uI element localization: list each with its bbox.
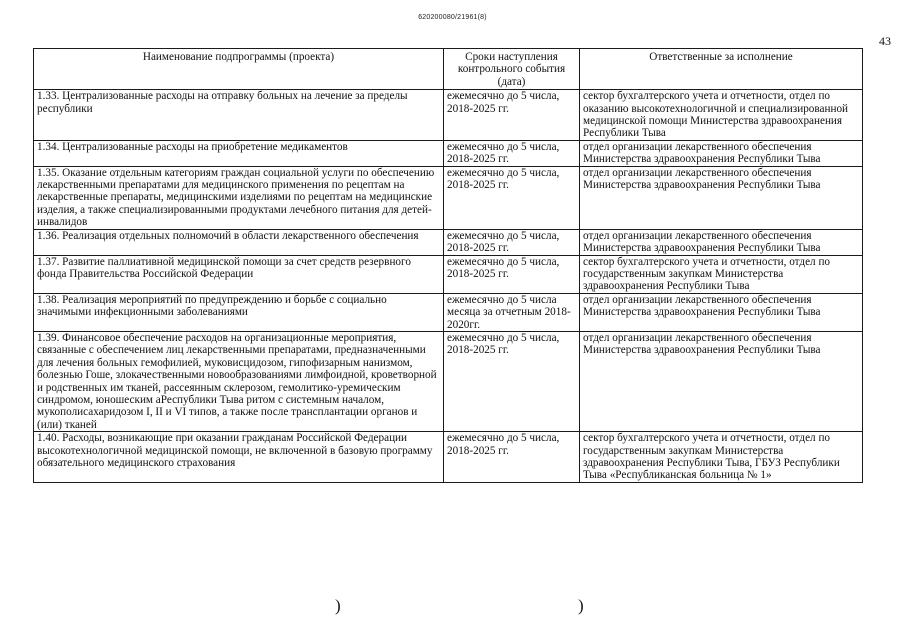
- table-row: [34, 140, 863, 166]
- row-name-cell: 1.36. Реализация отдельных полномочий в области лекарственного обеспечения: [34, 229, 444, 255]
- row-responsible-cell: отдел организации лекарственного обеспечения Министерства здравоохранения Республики Тыва: [580, 229, 863, 255]
- table-header-row: [34, 49, 863, 90]
- table-row: [34, 331, 863, 431]
- table-row: [34, 90, 863, 141]
- row-name-cell: 1.39. Финансовое обеспечение расходов на организационные мероприятия, связанные с обеспечением лиц лекарственными препаратами, предназначенными для лечения больных гемофилией, муковисцидозом, гипофизарным нанизмом, болезнью Гоше, злокачественными новообразованиями лимфоидной, кроветворной и родственных им тканей, рассеянным склерозом, гемолитико-уремическим синдромом, юношеским аРеспублики Тыва ритом с системным началом, мукополисахаридозом I, II и VI типов, а также после трансплантации органов и (или) тканей: [34, 331, 444, 431]
- row-responsible-cell: отдел организации лекарственного обеспечения Министерства здравоохранения Республики Тыва: [580, 166, 863, 229]
- document-code: 620200080/21961(8): [418, 14, 487, 21]
- row-responsible-cell: отдел организации лекарственного обеспечения Министерства здравоохранения Республики Тыва: [580, 331, 863, 431]
- row-name-cell: 1.40. Расходы, возникающие при оказании гражданам Российской Федерации высокотехнологичной медицинской помощи, не включенной в базовую программу обязательного медицинского страхования: [34, 432, 444, 483]
- row-name-cell: 1.35. Оказание отдельным категориям граждан социальной услуги по обеспечению лекарственными препаратами для медицинского применения по рецептам на лекарственные препараты, медицинскими изделиями по рецептам на медицинские изделия, а также специализированными продуктами лечебного питания для детей-инвалидов: [34, 166, 444, 229]
- table-row: [34, 432, 863, 483]
- row-deadline-cell: ежемесячно до 5 числа, 2018-2025 гг.: [444, 331, 580, 431]
- row-name-cell: 1.33. Централизованные расходы на отправку больных на лечение за пределы республики: [34, 90, 444, 141]
- table-row: [34, 166, 863, 229]
- footer-mark-right: ): [578, 596, 584, 615]
- row-deadline-cell: ежемесячно до 5 числа, 2018-2025 гг.: [444, 229, 580, 255]
- row-deadline-cell: ежемесячно до 5 числа, 2018-2025 гг.: [444, 90, 580, 141]
- row-responsible-cell: сектор бухгалтерского учета и отчетности, отдел по оказанию высокотехнологичной и специализированной медицинской помощи Министерства здравоохранения Республики Тыва: [580, 90, 863, 141]
- row-name-cell: 1.37. Развитие паллиативной медицинской помощи за счет средств резервного фонда Правительства Российской Федерации: [34, 255, 444, 293]
- row-deadline-cell: ежемесячно до 5 числа, 2018-2025 гг.: [444, 140, 580, 166]
- row-name-cell: 1.38. Реализация мероприятий по предупреждению и борьбе с социально значимыми инфекционными заболеваниями: [34, 293, 444, 331]
- row-name-cell: 1.34. Централизованные расходы на приобретение медикаментов: [34, 140, 444, 166]
- row-deadline-cell: ежемесячно до 5 числа, 2018-2025 гг.: [444, 432, 580, 483]
- column-header-name: Наименование подпрограммы (проекта): [34, 49, 444, 90]
- table-row: [34, 255, 863, 293]
- page-number: 43: [879, 34, 891, 48]
- row-responsible-cell: отдел организации лекарственного обеспечения Министерства здравоохранения Республики Тыва: [580, 140, 863, 166]
- row-deadline-cell: ежемесячно до 5 числа, 2018-2025 гг.: [444, 255, 580, 293]
- row-responsible-cell: сектор бухгалтерского учета и отчетности, отдел по государственным закупкам Министерства здравоохранения Республики Тыва: [580, 255, 863, 293]
- row-responsible-cell: отдел организации лекарственного обеспечения Министерства здравоохранения Республики Тыва: [580, 293, 863, 331]
- table-row: [34, 293, 863, 331]
- row-deadline-cell: ежемесячно до 5 числа месяца за отчетным 2018-2020гг.: [444, 293, 580, 331]
- column-header-responsible: Ответственные за исполнение: [580, 49, 863, 90]
- row-deadline-cell: ежемесячно до 5 числа, 2018-2025 гг.: [444, 166, 580, 229]
- column-header-deadline: Сроки наступления контрольного события (дата): [444, 49, 580, 90]
- footer-mark-left: ): [335, 596, 341, 615]
- table-row: [34, 229, 863, 255]
- events-table: [33, 48, 863, 483]
- row-responsible-cell: сектор бухгалтерского учета и отчетности, отдел по государственным закупкам Министерства здравоохранения Республики Тыва, ГБУЗ Республики Тыва «Республиканская больница № 1»: [580, 432, 863, 483]
